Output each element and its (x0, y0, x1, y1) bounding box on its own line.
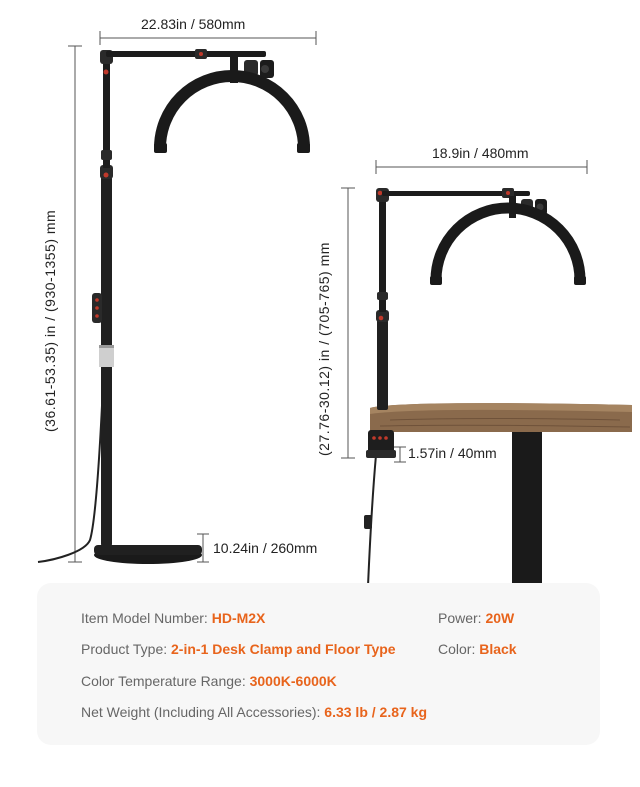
floor-lamp (38, 49, 310, 564)
spec-temperature-label: Color Temperature Range: (81, 673, 250, 689)
spec-model (81, 610, 265, 626)
spec-model-label: Item Model Number: (81, 610, 212, 626)
desk-lamp (364, 188, 632, 586)
spec-power (438, 610, 514, 626)
spec-model-value: HD-M2X (211, 610, 266, 626)
desk-height-label: (27.76-30.12) in / (705-765) mm (316, 242, 332, 456)
spec-type (81, 641, 396, 657)
spec-temperature (81, 673, 337, 689)
spec-color-label: Color: (438, 641, 480, 657)
desk-width-dimension-line (376, 160, 587, 174)
spec-power-value: 20W (485, 610, 515, 626)
desk-height-dimension-line (341, 188, 355, 458)
spec-panel (37, 583, 600, 745)
spec-weight-label: Net Weight (Including All Accessories): (81, 704, 325, 720)
spec-temperature-value: 3000K-6000K (249, 673, 337, 689)
spec-color-value: Black (479, 641, 517, 657)
floor-height-dimension-line (68, 46, 82, 562)
desk-width-label: 18.9in / 480mm (432, 145, 529, 161)
spec-type-label: Product Type: (81, 641, 172, 657)
base-diameter-label: 10.24in / 260mm (213, 540, 318, 556)
spec-type-value: 2-in-1 Desk Clamp and Floor Type (171, 641, 396, 657)
spec-weight-value: 6.33 lb / 2.87 kg (324, 704, 428, 720)
spec-weight (81, 704, 427, 720)
spec-power-label: Power: (438, 610, 486, 626)
clamp-opening-label: 1.57in / 40mm (408, 445, 497, 461)
floor-height-label: (36.61-53.35) in / (930-1355) mm (42, 209, 58, 432)
floor-width-dimension-line (100, 31, 316, 45)
spec-color (438, 641, 517, 657)
floor-width-label: 22.83in / 580mm (141, 16, 246, 32)
